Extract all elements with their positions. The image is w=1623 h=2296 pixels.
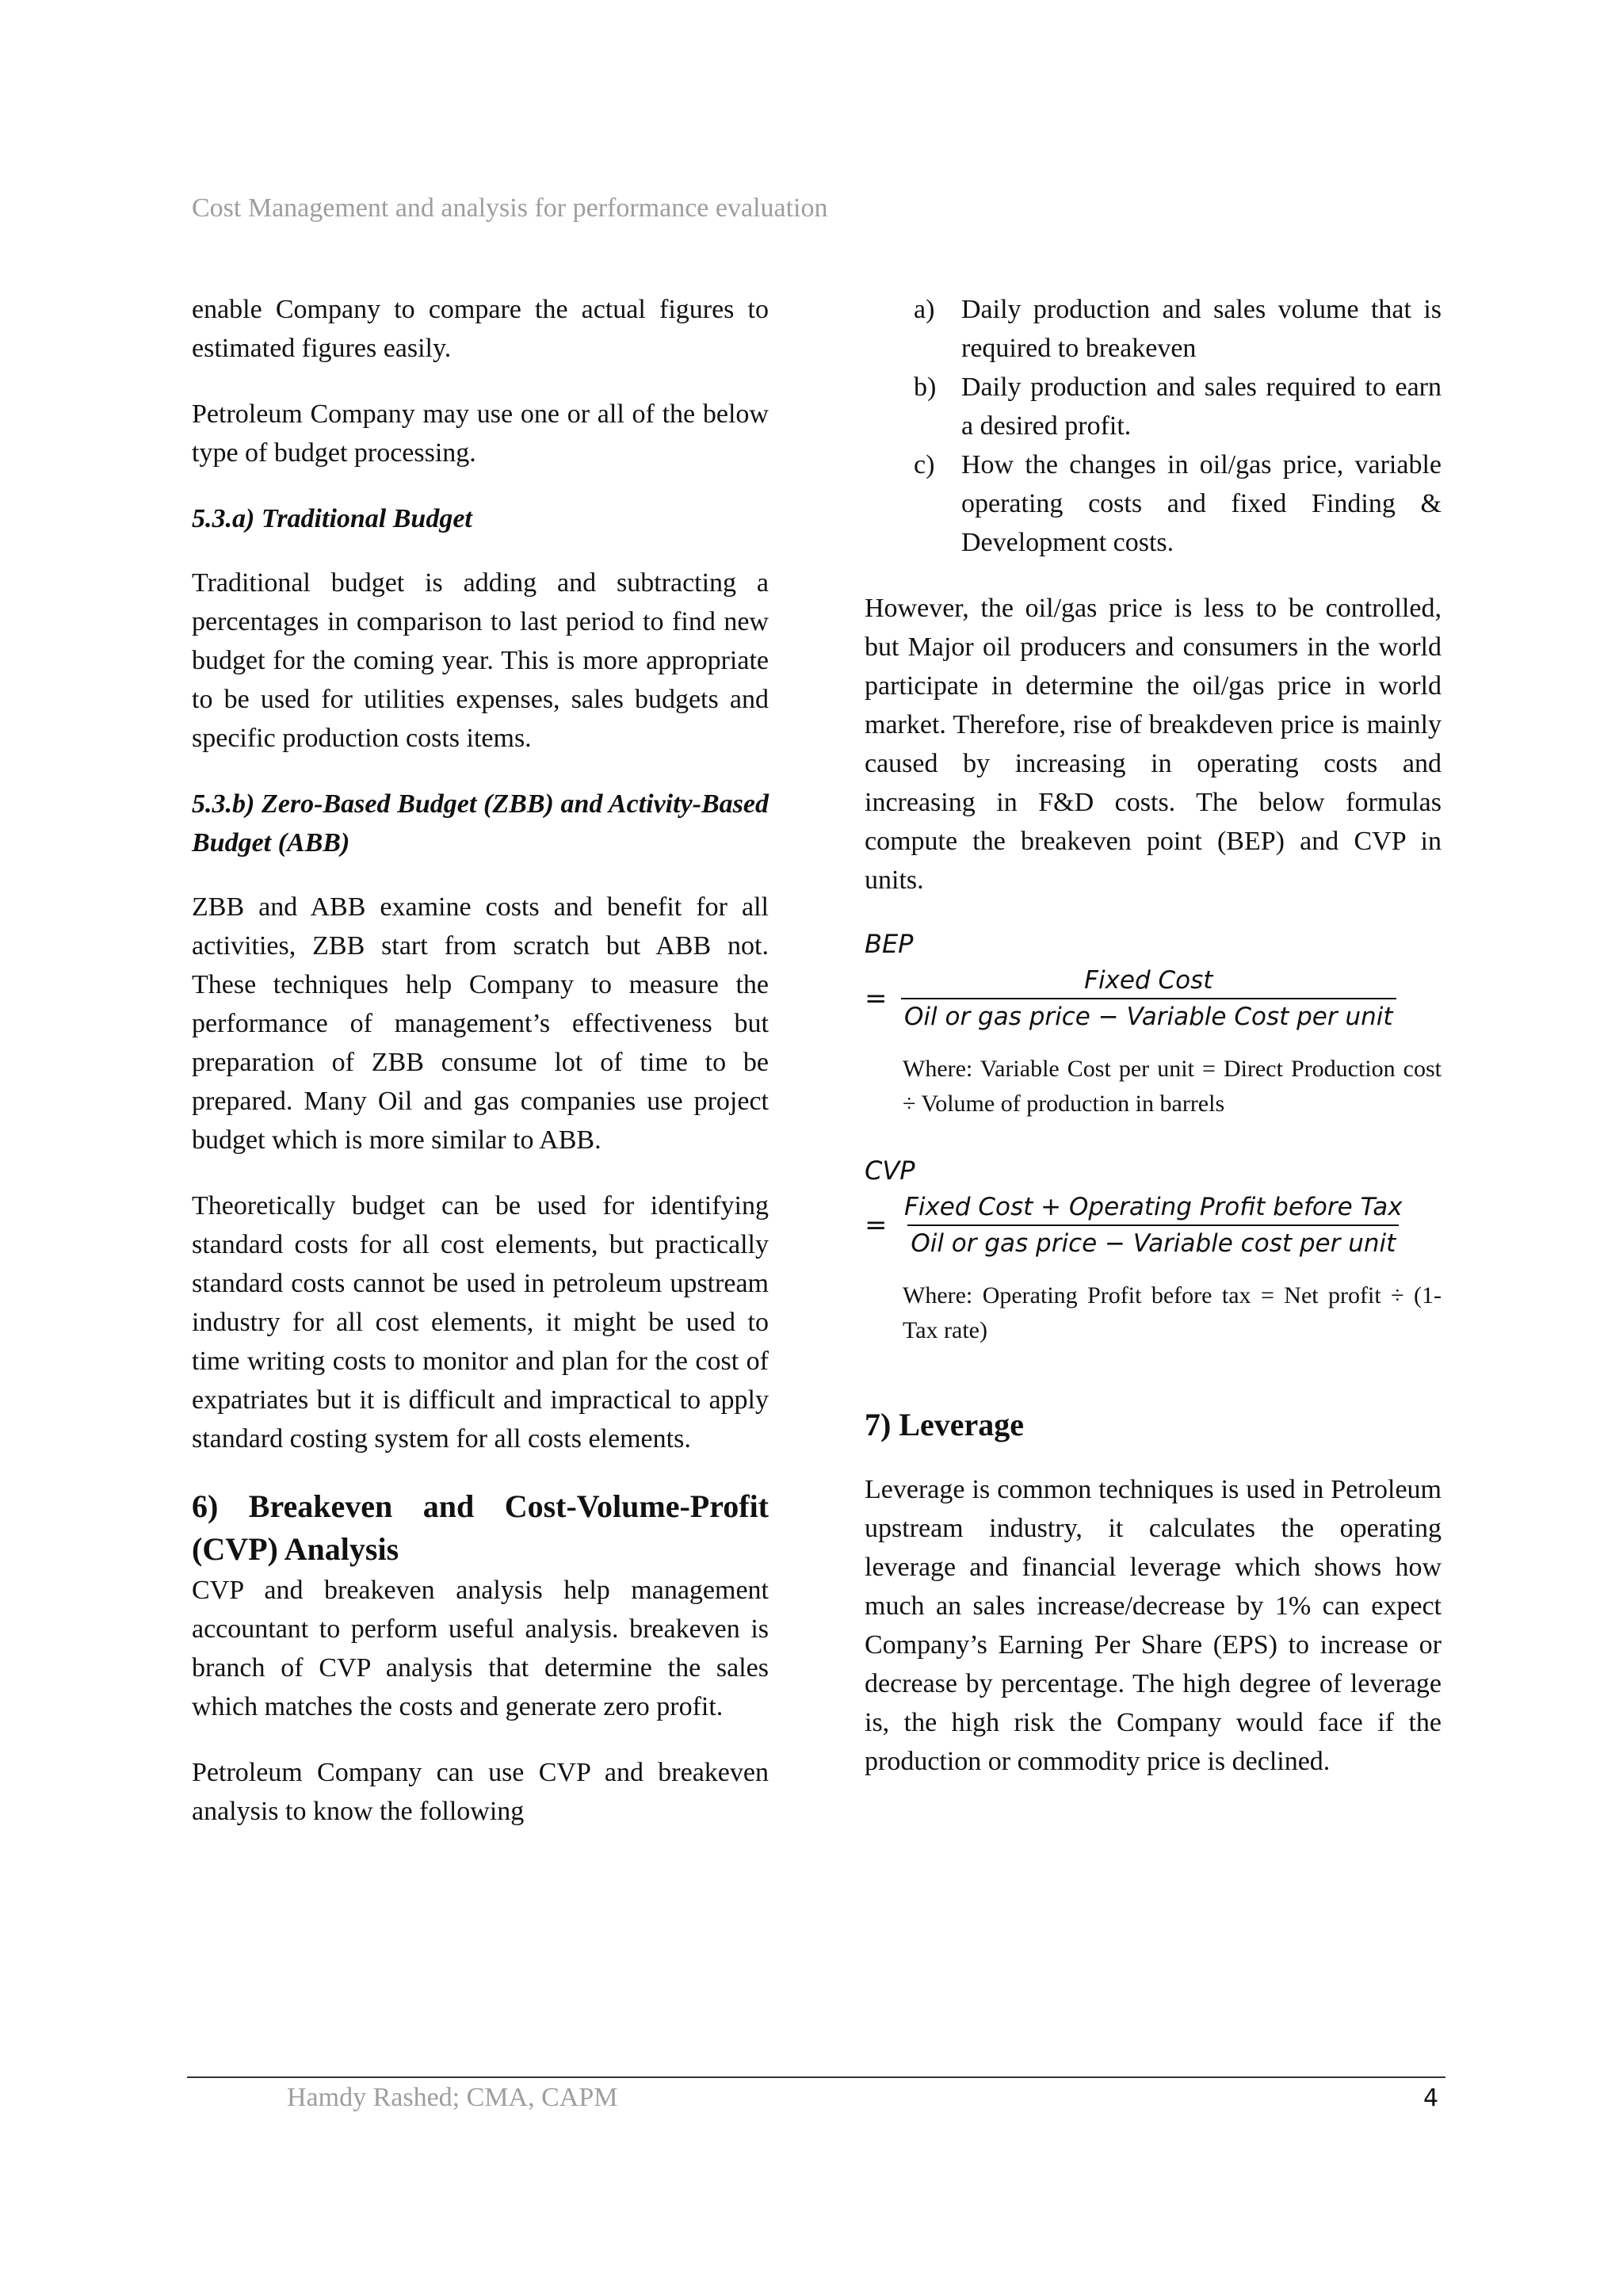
running-header: Cost Management and analysis for performance evaluation <box>192 193 828 223</box>
list-item-text: How the changes in oil/gas price, variable operating costs and fixed Finding & Development costs. <box>961 450 1442 557</box>
heading-breakeven-cvp: 6) Breakeven and Cost-Volume-Profit (CVP) Analysis <box>192 1488 769 1567</box>
list-item <box>865 368 1442 445</box>
footer-divider <box>187 2076 1445 2078</box>
list-item <box>865 290 1442 368</box>
cvp-formula <box>865 1153 1442 1348</box>
cvp-fraction <box>901 1190 1406 1261</box>
list-item-text: Daily production and sales required to earn a desired profit. <box>961 372 1442 441</box>
cvp-uses-list <box>865 290 1442 562</box>
bep-fraction <box>901 963 1396 1034</box>
paragraph-cvp-use: Petroleum Company can use CVP and breakeven analysis to know the following <box>192 1758 769 1826</box>
heading-leverage: 7) Leverage <box>865 1407 1025 1442</box>
list-item-text: Daily production and sales volume that is required to breakeven <box>961 295 1442 363</box>
cvp-formula-label: CVP <box>865 1156 915 1186</box>
cvp-denominator: Oil or gas price − Variable cost per unit <box>907 1224 1399 1261</box>
right-column <box>865 290 1442 1781</box>
paragraph-traditional-budget: Traditional budget is adding and subtracting a percentages in comparison to last period to find new budget for the coming year. This is more appropriate to be used for utilities expenses, sales budgets and specific production costs items. <box>192 568 769 753</box>
bep-where-note: Where: Variable Cost per unit = Direct Production cost ÷ Volume of production in barrels <box>903 1056 1442 1117</box>
bep-equals-sign: = <box>865 982 888 1014</box>
bep-numerator: Fixed Cost <box>1084 966 1213 995</box>
paragraph-oil-price: However, the oil/gas price is less to be controlled, but Major oil producers and consumers in the world participate in determine the oil/gas price in world market. Therefore, rise of breakdeven price is mainly caused by increasing in operating costs and increasing in F&D costs. The below formulas compute the breakeven point (BEP) and CVP in units. <box>865 594 1442 895</box>
cvp-formula-row <box>865 1190 1442 1261</box>
bep-formula <box>865 926 1442 1121</box>
cvp-numerator: Fixed Cost + Operating Profit before Tax <box>904 1193 1403 1221</box>
footer-author: Hamdy Rashed; CMA, CAPM <box>287 2083 618 2112</box>
page-number: 4 <box>1423 2084 1439 2112</box>
bep-denominator: Oil or gas price − Variable Cost per unit <box>901 998 1396 1034</box>
paragraph-intro: enable Company to compare the actual figures to estimated figures easily. <box>192 295 769 363</box>
paragraph-cvp: CVP and breakeven analysis help management accountant to perform useful analysis. breakeven is branch of CVP analysis that determine the sales which matches the costs and generate zero profit. <box>192 1576 769 1721</box>
paragraph-budget-types: Petroleum Company may use one or all of the below type of budget processing. <box>192 399 769 468</box>
bep-formula-row <box>865 963 1442 1034</box>
cvp-equals-sign: = <box>865 1209 888 1241</box>
list-marker: b) <box>914 372 937 402</box>
subheading-traditional-budget: 5.3.a) Traditional Budget <box>192 504 472 533</box>
cvp-where-note: Where: Operating Profit before tax = Net profit ÷ (1-Tax rate) <box>903 1282 1442 1343</box>
paragraph-standard-costs: Theoretically budget can be used for identifying standard costs for all cost elements, but practically standard costs cannot be used in petroleum upstream industry for all cost elements, it might be used to time writing costs to monitor and plan for the cost of expatriates but it is difficult and impractical to apply standard costing system for all costs elements. <box>192 1191 769 1454</box>
list-marker: c) <box>914 450 935 479</box>
list-marker: a) <box>914 295 935 324</box>
subheading-zbb-abb: 5.3.b) Zero-Based Budget (ZBB) and Activity-Based Budget (ABB) <box>192 789 769 858</box>
list-item <box>865 445 1442 562</box>
bep-formula-label: BEP <box>865 929 914 959</box>
paragraph-zbb-abb: ZBB and ABB examine costs and benefit for all activities, ZBB start from scratch but ABB not. These techniques help Company to measure the performance of management’s effectiveness but preparation of ZBB consume lot of time to be prepared. Many Oil and gas companies use project budget which is more similar to ABB. <box>192 892 769 1155</box>
paragraph-leverage: Leverage is common techniques is used in Petroleum upstream industry, it calculates the operating leverage and financial leverage which shows how much an sales increase/decrease by 1% can expect Company’s Earning Per Share (EPS) to increase or decrease by percentage. The high degree of leverage is, the high risk the Company would face if the production or commodity price is declined. <box>865 1475 1442 1776</box>
left-column <box>192 290 769 1831</box>
